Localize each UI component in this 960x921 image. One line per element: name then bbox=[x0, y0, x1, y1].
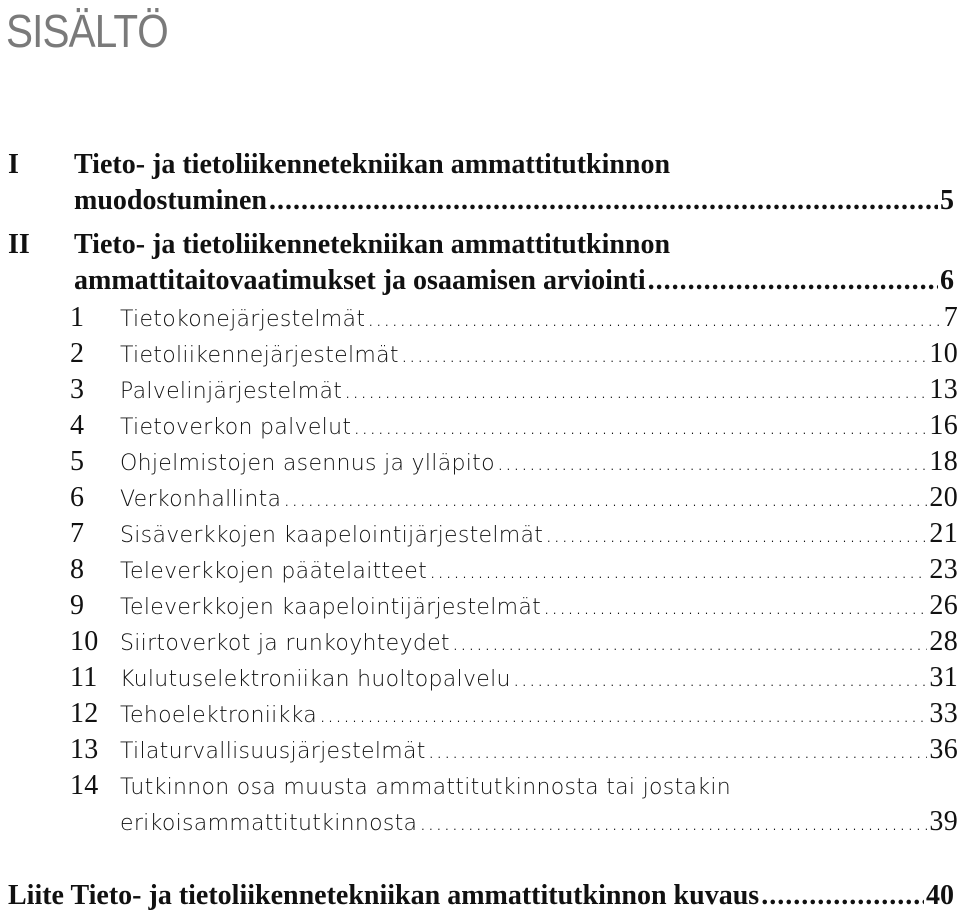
toc-entry[interactable] bbox=[70, 300, 958, 338]
toc-entry[interactable] bbox=[70, 660, 958, 698]
dot-leader bbox=[401, 338, 928, 374]
entry-number: 4 bbox=[70, 410, 85, 441]
dot-leader bbox=[419, 806, 927, 842]
dot-leader bbox=[344, 374, 927, 410]
page-number: 7 bbox=[943, 302, 958, 333]
entry-title: Tietokonejärjestelmät bbox=[120, 307, 366, 332]
toc-entry[interactable] bbox=[70, 444, 958, 482]
dot-leader bbox=[497, 446, 928, 482]
entry-number: 9 bbox=[70, 590, 85, 621]
toc-entry[interactable] bbox=[70, 588, 958, 626]
page-number: 6 bbox=[940, 265, 954, 296]
dot-leader bbox=[269, 183, 938, 219]
entry-title: erikoisammattitutkinnosta bbox=[120, 811, 418, 836]
entry-number: 6 bbox=[70, 482, 85, 513]
toc-entry-appendix[interactable] bbox=[8, 878, 954, 914]
entry-title: Palvelinjärjestelmät bbox=[120, 379, 343, 404]
page-number: 18 bbox=[929, 446, 958, 477]
entry-number: 5 bbox=[70, 446, 85, 477]
dot-leader bbox=[353, 410, 927, 446]
toc-entry[interactable] bbox=[70, 372, 958, 410]
entry-title: Tutkinnon osa muusta ammattitutkinnosta tai jostakin bbox=[120, 775, 731, 800]
dot-leader bbox=[543, 590, 927, 626]
page-number: 26 bbox=[929, 590, 958, 621]
page-number: 31 bbox=[929, 662, 958, 693]
toc-entry-section-ii[interactable] bbox=[74, 263, 954, 299]
section-title-line: muodostuminen bbox=[74, 185, 267, 216]
page-number: 36 bbox=[929, 734, 958, 765]
toc-entry-section-i[interactable] bbox=[74, 183, 954, 219]
section-title-line: Tieto- ja tietoliikennetekniikan ammattitutkinnon bbox=[74, 149, 671, 180]
entry-title: Sisäverkkojen kaapelointijärjestelmät bbox=[120, 523, 544, 548]
toc-entry[interactable] bbox=[70, 336, 958, 374]
dot-leader bbox=[648, 263, 938, 299]
page-number: 33 bbox=[929, 698, 958, 729]
toc-entry[interactable] bbox=[70, 732, 958, 770]
toc-entry[interactable] bbox=[120, 804, 958, 842]
page-number: 10 bbox=[929, 338, 958, 369]
entry-title: Tietoliikennejärjestelmät bbox=[120, 343, 399, 368]
toc-entry[interactable] bbox=[70, 696, 958, 734]
section-title-line: Tieto- ja tietoliikennetekniikan ammattitutkinnon bbox=[74, 229, 671, 260]
toc-entry[interactable] bbox=[70, 408, 958, 446]
toc-entry[interactable] bbox=[70, 624, 958, 662]
page-number: 13 bbox=[929, 374, 958, 405]
entry-number: 1 bbox=[70, 302, 85, 333]
entry-title: Ohjelmistojen asennus ja ylläpito bbox=[120, 451, 495, 476]
page-number: 40 bbox=[926, 880, 954, 911]
entry-number: 11 bbox=[70, 662, 98, 693]
dot-leader bbox=[367, 302, 941, 338]
page-title: SISÄLTÖ bbox=[6, 5, 168, 57]
entry-number: 10 bbox=[70, 626, 99, 657]
dot-leader bbox=[452, 626, 928, 662]
dot-leader bbox=[319, 698, 927, 734]
dot-leader bbox=[513, 662, 928, 698]
entry-title: Televerkkojen kaapelointijärjestelmät bbox=[120, 595, 542, 620]
dot-leader bbox=[429, 554, 927, 590]
toc-entry[interactable] bbox=[70, 480, 958, 518]
page-number: 20 bbox=[929, 482, 958, 513]
dot-leader bbox=[428, 734, 928, 770]
entry-title: Tietoverkon palvelut bbox=[120, 415, 352, 440]
page-number: 5 bbox=[940, 185, 954, 216]
entry-number: 2 bbox=[70, 338, 85, 369]
entry-number: 8 bbox=[70, 554, 85, 585]
entry-title: Televerkkojen päätelaitteet bbox=[120, 559, 428, 584]
page-number: 21 bbox=[929, 518, 958, 549]
entry-title: Verkonhallinta bbox=[120, 487, 282, 512]
entry-title: Kulutuselektroniikan huoltopalvelu bbox=[120, 667, 511, 692]
appendix-title: Liite Tieto- ja tietoliikennetekniikan ammattitutkinnon kuvaus bbox=[8, 880, 760, 911]
entry-number: 14 bbox=[70, 770, 99, 801]
entry-title: Tehoelektroniikka bbox=[120, 703, 318, 728]
dot-leader bbox=[545, 518, 927, 554]
entry-number: 13 bbox=[70, 734, 99, 765]
toc-entry[interactable] bbox=[70, 552, 958, 590]
entry-number: 12 bbox=[70, 698, 99, 729]
dot-leader bbox=[283, 482, 927, 518]
page-number: 28 bbox=[929, 626, 958, 657]
toc-entry-first-line[interactable] bbox=[70, 768, 958, 806]
entry-number: 7 bbox=[70, 518, 85, 549]
entry-title: Siirtoverkot ja runkoyhteydet bbox=[120, 631, 450, 656]
section-numeral: II bbox=[8, 229, 30, 260]
dot-leader bbox=[761, 878, 924, 914]
section-numeral: I bbox=[8, 149, 19, 180]
entry-number: 3 bbox=[70, 374, 85, 405]
section-title-line: ammattitaitovaatimukset ja osaamisen arviointi bbox=[74, 265, 646, 296]
page-number: 23 bbox=[929, 554, 958, 585]
entry-title: Tilaturvallisuusjärjestelmät bbox=[120, 739, 426, 764]
page-number: 39 bbox=[929, 806, 958, 837]
page-number: 16 bbox=[929, 410, 958, 441]
toc-entry[interactable] bbox=[70, 516, 958, 554]
